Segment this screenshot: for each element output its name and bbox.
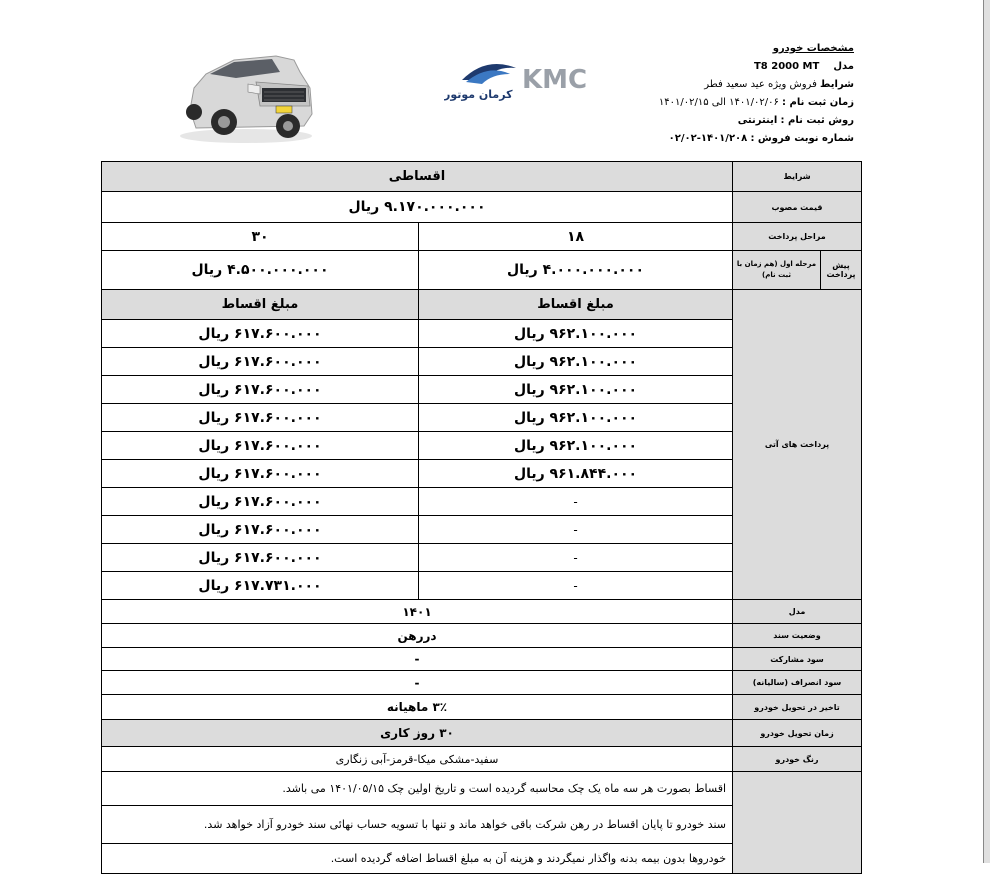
plan-a-installment: ۹۶۲.۱۰۰.۰۰۰ ریال [419,376,733,404]
plan-b-installments-header: مبلغ اقساط [102,290,419,320]
brand-logo-fa: کرمان موتور [444,88,513,101]
plan-b-installment: ۶۱۷.۷۳۱.۰۰۰ ریال [102,572,419,600]
plan-a-prepayment: ۴.۰۰۰.۰۰۰.۰۰۰ ریال [419,251,733,290]
plan-b-prepayment: ۴.۵۰۰.۰۰۰.۰۰۰ ریال [102,251,419,290]
model-value: ۱۴۰۱ [102,600,733,624]
specs-title: مشخصات خودرو [772,43,854,54]
note-text: خودروها بدون بیمه بدنه واگذار نمیگردند و هزینه آن به مبلغ اقساط اضافه گردیده است. [102,844,733,874]
plan-a-installment: - [419,488,733,516]
row-installments-header [102,290,862,320]
plan-a-installment: - [419,544,733,572]
prepayment-label-group [733,251,861,289]
car-specs-block [659,40,854,148]
row-document-status [102,624,862,648]
label-model: مدل [733,600,862,624]
plan-b-installment: ۶۱۷.۶۰۰.۰۰۰ ریال [102,460,419,488]
plan-b-installment: ۶۱۷.۶۰۰.۰۰۰ ریال [102,488,419,516]
plan-a-installment: ۹۶۲.۱۰۰.۰۰۰ ریال [419,432,733,460]
note-text: سند خودرو تا پایان اقساط در رهن شرکت باقی خواهد ماند و تنها با تسویه حساب نهائی سند خودرو آزاد خواهد شد. [102,806,733,844]
row-participation-profit [102,648,862,671]
plan-b-installment: ۶۱۷.۶۰۰.۰۰۰ ریال [102,544,419,572]
label-approved-price: قیمت مصوب [733,192,862,223]
notes-label-cell [733,772,862,874]
row-prepayment [102,251,862,290]
plan-b-months: ۳۰ [102,223,419,251]
row-car-color [102,747,862,772]
label-delivery-delay: تاخیر در تحویل خودرو [733,695,862,720]
label-participation-profit: سود مشارکت [733,648,862,671]
plan-a-installments-header: مبلغ اقساط [419,290,733,320]
plan-b-installment: ۶۱۷.۶۰۰.۰۰۰ ریال [102,404,419,432]
spec-sale-number: شماره نوبت فروش : ۱۴۰۱/۲۰۸-۰۲/۰۲ [668,133,854,144]
car-color-value: سفید-مشکی میکا-قرمز-آبی زنگاری [102,747,733,772]
row-conditions [102,162,862,192]
plan-a-installment: - [419,572,733,600]
plan-b-installment: ۶۱۷.۶۰۰.۰۰۰ ریال [102,432,419,460]
approved-price-value: ۹.۱۷۰.۰۰۰.۰۰۰ ریال [102,192,733,223]
participation-profit-value: - [102,648,733,671]
plan-a-installment: ۹۶۲.۱۰۰.۰۰۰ ریال [419,348,733,376]
label-prepayment: پیش پرداخت [821,251,862,289]
row-approved-price [102,192,862,223]
spec-conditions: شرایط فروش ویژه عید سعید فطر [704,79,854,90]
plan-b-installment: ۶۱۷.۶۰۰.۰۰۰ ریال [102,376,419,404]
plan-b-installment: ۶۱۷.۶۰۰.۰۰۰ ریال [102,320,419,348]
plan-a-months: ۱۸ [419,223,733,251]
row-model [102,600,862,624]
label-payment-stages: مراحل پرداخت [733,223,862,251]
pickup-truck-image [176,48,316,146]
withdrawal-profit-value: - [102,671,733,695]
spec-registration-method: روش ثبت نام : اینترنتی [737,115,854,126]
page-scroll-edge [983,0,990,863]
brand-logo-text: KMC [522,65,588,95]
label-first-stage: مرحله اول (هم زمان با ثبت نام) [736,260,817,279]
row-delivery-delay [102,695,862,720]
row-payment-stages [102,223,862,251]
kmc-logo [444,54,590,106]
note-text: اقساط بصورت هر سه ماه یک چک محاسبه گردیده است و تاریخ اولین چک ۱۴۰۱/۰۵/۱۵ می باشد. [102,772,733,806]
plan-a-installment: ۹۶۲.۱۰۰.۰۰۰ ریال [419,320,733,348]
row-withdrawal-profit [102,671,862,695]
label-delivery-time: زمان تحویل خودرو [733,720,862,747]
delivery-delay-value: ۳٪ ماهیانه [102,695,733,720]
label-document-status: وضعیت سند [733,624,862,648]
label-conditions: شرایط [733,162,862,192]
plan-b-installment: ۶۱۷.۶۰۰.۰۰۰ ریال [102,348,419,376]
plan-b-installment: ۶۱۷.۶۰۰.۰۰۰ ریال [102,516,419,544]
document-status-value: دررهن [102,624,733,648]
delivery-time-value: ۳۰ روز کاری [102,720,733,747]
sales-conditions-table [101,161,862,874]
plan-a-installment: ۹۶۲.۱۰۰.۰۰۰ ریال [419,404,733,432]
sale-type: اقساطی [102,162,733,192]
plan-a-installment: ۹۶۱.۸۴۴.۰۰۰ ریال [419,460,733,488]
label-withdrawal-profit: سود انصراف (سالیانه) [733,671,862,695]
spec-model: مدلT8 2000 MT [753,61,854,72]
label-car-color: رنگ خودرو [733,747,862,772]
plan-a-installment: - [419,516,733,544]
row-delivery-time [102,720,862,747]
note-row [102,772,862,806]
label-future-payments: پرداخت های آتی [733,290,862,600]
spec-registration-time: زمان ثبت نام : ۱۴۰۱/۰۲/۰۶ الی ۱۴۰۱/۰۲/۱۵ [658,97,854,108]
